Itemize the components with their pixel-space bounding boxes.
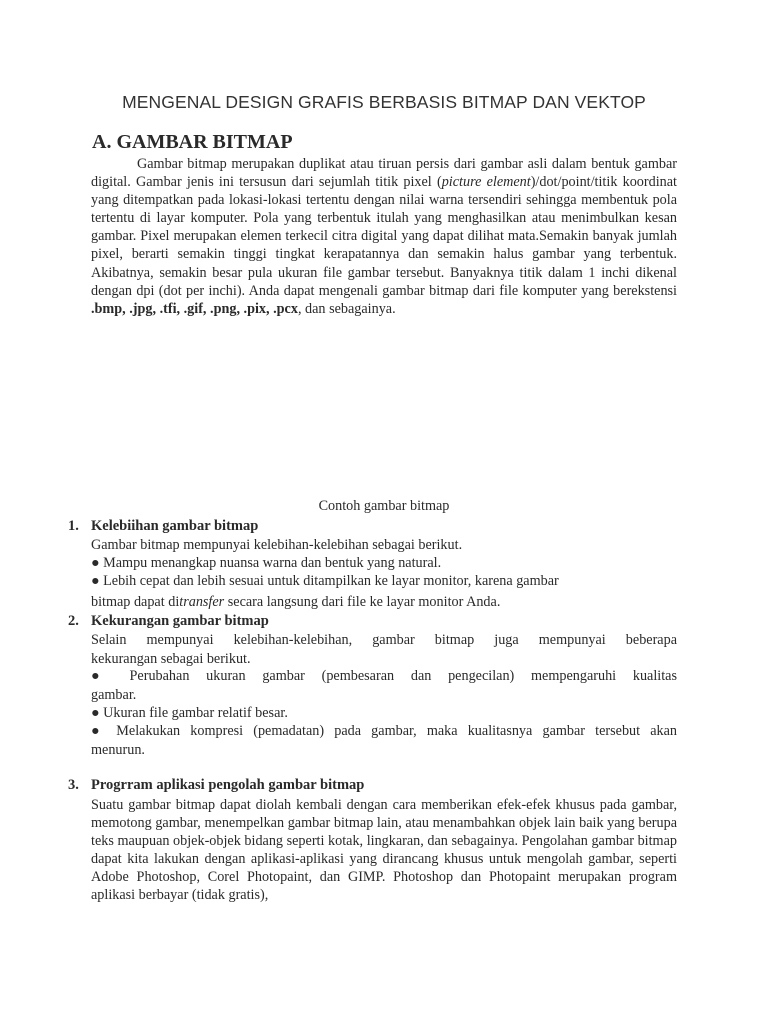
item-number: 1.	[68, 518, 79, 534]
intro-text-start: Gambar bitmap merupakan duplikat atau tiruan persis dari gambar asli dalam bentuk gambar digital. Gambar jenis ini tersusun dari sejumlah titik pixel (	[91, 156, 677, 191]
document-title: MENGENAL DESIGN GRAFIS BERBASIS BITMAP DAN VEKTOP	[122, 92, 646, 112]
line-text-end: secara langsung dari file ke layar monitor Anda.	[224, 594, 501, 610]
intro-text-middle: )/dot/point/titik koordinat yang ditempatkan pada lokasi-lokasi tertentu dengan nilai warna tersendiri sehingga membentuk pola tertentu di layar komputer. Pola yang terbentuk itulah yang menghasilkan atau menimbulkan kesan gambar. Pixel merupakan elemen terkecil citra digital yang dapat dilihat mata.Semakin banyak jumlah pixel, berarti semakin tinggi tingkat kerapatannya dan semakin halus gambar yang terbentuk. Akibatnya, semakin besar pula ukuran file gambar tersebut. Banyaknya titik dalam 1 inchi dikenal dengan dpi (dot per inchi). Anda dapat mengenali gambar bitmap dari file komputer yang berekstensi	[91, 174, 677, 299]
image-caption: Contoh gambar bitmap	[318, 498, 450, 514]
list-line: kekurangan sebagai berikut.	[91, 651, 251, 667]
bullet-line: ● Mampu menangkap nuansa warna dan bentuk yang natural.	[91, 555, 442, 571]
intro-paragraph	[91, 155, 677, 318]
line-text-start: bitmap dapat di	[91, 594, 180, 610]
item-number: 3.	[68, 777, 79, 793]
list-line: Selain mempunyai kelebihan-kelebihan, gambar bitmap juga mempunyai beberapa	[91, 632, 677, 648]
item-heading-kekurangan: Kekurangan gambar bitmap	[91, 613, 269, 629]
list-line	[91, 594, 500, 611]
item-number: 2.	[68, 613, 79, 629]
bullet-line: ● Lebih cepat dan lebih sesuai untuk ditampilkan ke layar monitor, karena gambar	[91, 573, 559, 589]
bullet-line: ● Perubahan ukuran gambar (pembesaran dan pengecilan) mempengaruhi kualitas	[91, 668, 677, 684]
program-paragraph: Suatu gambar bitmap dapat diolah kembali dengan cara memberikan efek-efek khusus pada gambar, memotong gambar, menempelkan gambar bitmap lain, atau menambahkan objek lain baik yang berupa teks maupuan objek-objek bidang seperti kotak, lingkaran, dan sebagainya. Pengolahan gambar bitmap dapat kita lakukan dengan aplikasi-aplikasi yang dirancang khusus untuk mengolah gambar, seperti Adobe Photoshop, Corel Photopaint, dan GIMP. Photoshop dan Photopaint merupakan program aplikasi berbayar (tidak gratis),	[91, 797, 677, 904]
section-heading-gambar-bitmap: A. GAMBAR BITMAP	[92, 131, 293, 153]
bullet-line: ● Ukuran file gambar relatif besar.	[91, 705, 288, 721]
line-italic-term: transfer	[179, 594, 225, 610]
intro-italic-term: picture element	[441, 174, 531, 191]
intro-text-end: , dan sebagainya.	[297, 300, 396, 317]
item-heading-kelebihan: Kelebiihan gambar bitmap	[91, 518, 259, 534]
bullet-line: ● Melakukan kompresi (pemadatan) pada gambar, maka kualitasnya gambar tersebut akan	[91, 723, 677, 739]
list-line: Gambar bitmap mempunyai kelebihan-kelebihan sebagai berikut.	[91, 537, 463, 553]
item-heading-program-aplikasi: Progrram aplikasi pengolah gambar bitmap	[91, 777, 365, 793]
list-line: gambar.	[91, 687, 137, 703]
list-line: menurun.	[91, 742, 145, 758]
intro-file-extensions: .bmp, .jpg, .tfi, .gif, .png, .pix, .pcx	[91, 300, 298, 317]
